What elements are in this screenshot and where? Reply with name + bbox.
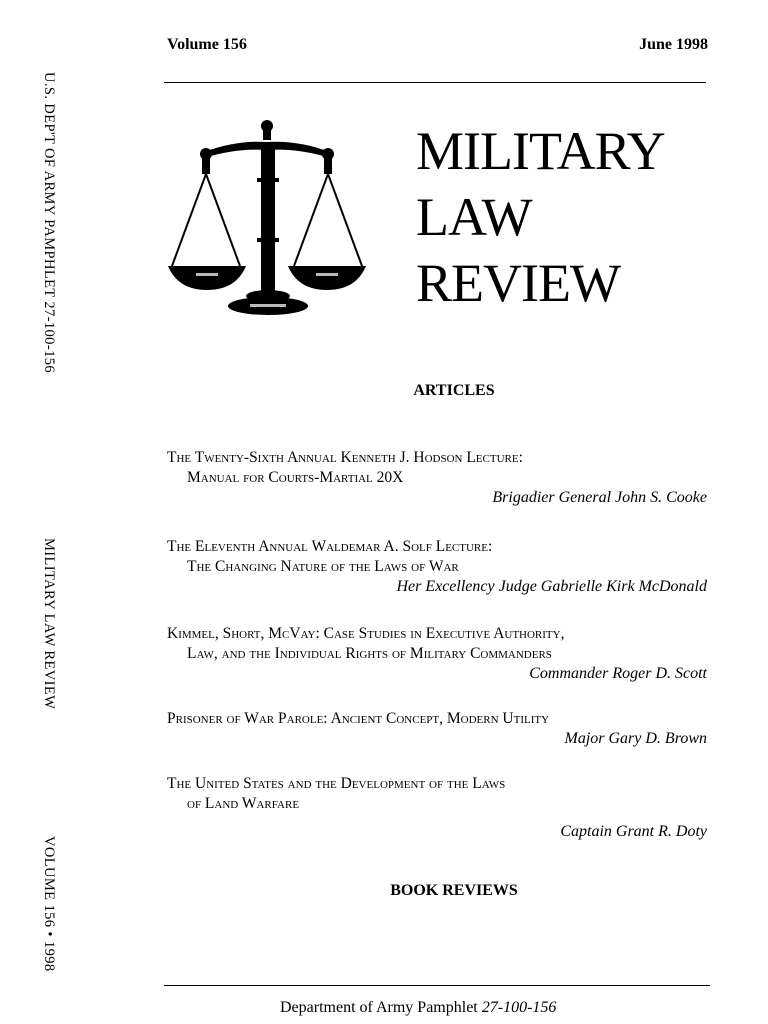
article-title: The Twenty-Sixth Annual Kenneth J. Hodson Lecture: (167, 449, 523, 466)
masthead-line-military: MILITARY (416, 121, 665, 181)
article-entry (167, 624, 707, 684)
article-entry (167, 709, 707, 749)
article-entry (167, 774, 707, 842)
footer-text: Department of Army Pamphlet (280, 999, 478, 1016)
article-author: Commander Roger D. Scott (529, 665, 707, 682)
masthead (416, 118, 665, 316)
spine-publisher: U.S. DEP'T OF ARMY PAMPHLET 27-100-156 (41, 72, 57, 374)
spine-title: MILITARY LAW REVIEW (41, 538, 57, 710)
masthead-line-law: LAW (416, 187, 532, 247)
scales-of-justice-icon (166, 118, 372, 322)
article-entry (167, 537, 707, 597)
volume-label: Volume 156 (167, 36, 247, 53)
article-author: Major Gary D. Brown (564, 730, 707, 747)
pamphlet-number: 27-100-156 (481, 999, 557, 1016)
article-title-continued: Law, and the Individual Rights of Military Commanders (187, 645, 552, 662)
article-title: The United States and the Development of the Laws (167, 775, 506, 792)
bottom-divider (164, 985, 710, 986)
spine-volume: VOLUME 156 • 1998 (41, 836, 57, 972)
top-divider (164, 82, 706, 83)
article-title: The Eleventh Annual Waldemar A. Solf Lecture: (167, 538, 493, 555)
article-title-continued: The Changing Nature of the Laws of War (187, 558, 459, 575)
masthead-line-review: REVIEW (416, 253, 620, 313)
articles-heading: ARTICLES (413, 382, 495, 399)
footer (280, 999, 556, 1017)
article-author: Her Excellency Judge Gabrielle Kirk McDonald (396, 578, 707, 595)
article-title: Prisoner of War Parole: Ancient Concept, Modern Utility (167, 710, 550, 727)
book-reviews-heading: BOOK REVIEWS (390, 882, 518, 899)
article-author: Brigadier General John S. Cooke (492, 489, 707, 506)
article-title-continued: of Land Warfare (187, 795, 300, 812)
article-title: Kimmel, Short, McVay: Case Studies in Executive Authority, (167, 625, 565, 642)
issue-date: June 1998 (639, 36, 708, 53)
article-entry (167, 448, 707, 508)
article-author: Captain Grant R. Doty (560, 823, 707, 840)
article-title-continued: Manual for Courts-Martial 20X (187, 469, 404, 486)
